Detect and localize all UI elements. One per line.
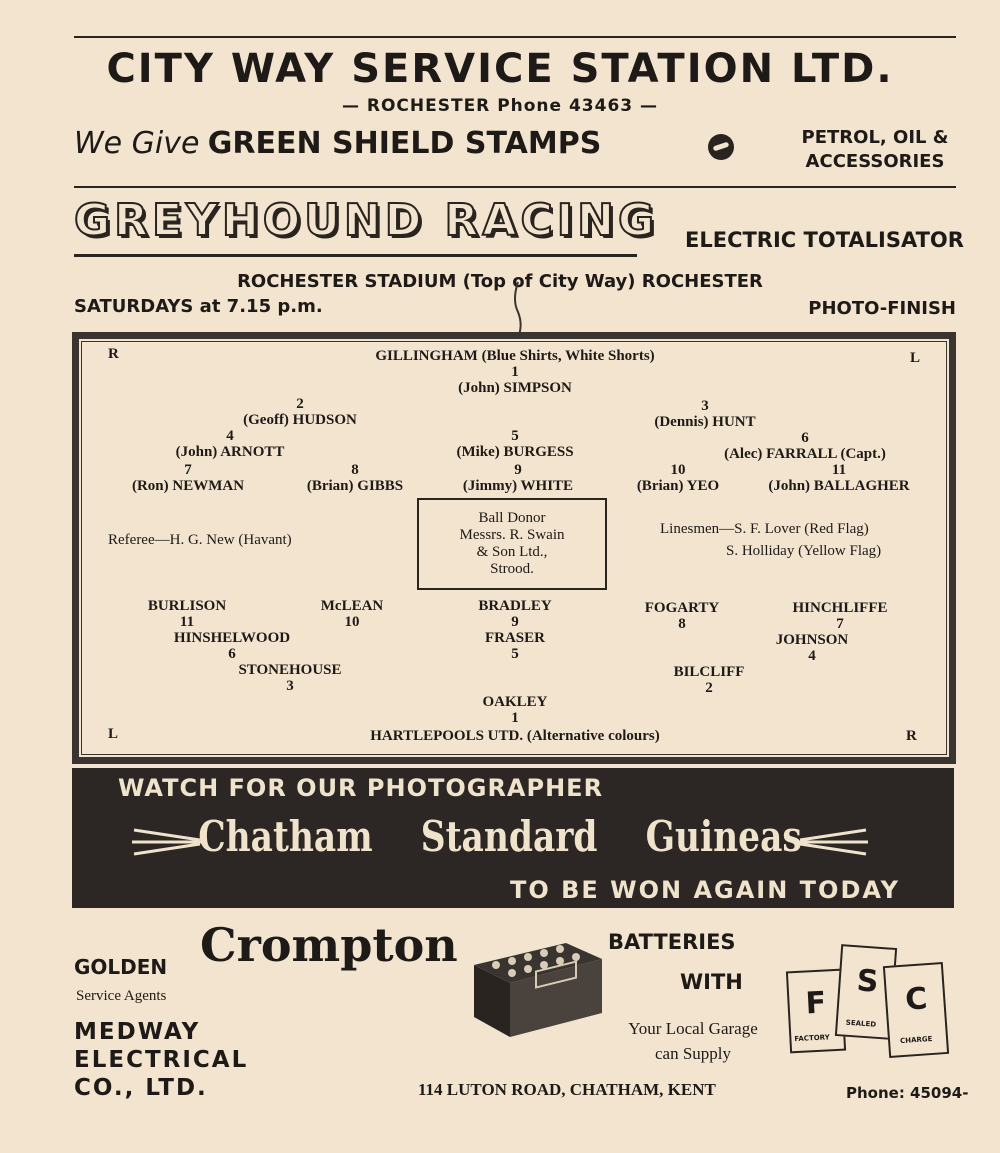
hart-player-7: HINCHLIFFE 7 xyxy=(792,600,888,632)
hart-player-2: BILCLIFF 2 xyxy=(673,664,745,696)
gillingham-header: GILLINGHAM (Blue Shirts, White Shorts) xyxy=(375,348,655,364)
golden-text: GOLDEN xyxy=(74,955,168,979)
fsc-f: F xyxy=(804,985,828,1022)
crompton-logo: Crompton xyxy=(200,918,458,972)
gill-player-6: 6 (Alec) FARRALL (Capt.) xyxy=(724,430,886,462)
corner-br: R xyxy=(906,728,917,744)
fsc-logo xyxy=(786,944,948,1062)
gill-player-4: 4 (John) ARNOTT xyxy=(175,428,285,460)
word-guineas: Guineas xyxy=(645,812,802,861)
staple-mark xyxy=(508,280,528,340)
word-standard: Standard xyxy=(420,812,598,861)
corner-tr: L xyxy=(910,350,921,366)
medway-line2: ELECTRICAL xyxy=(74,1047,249,1073)
fsc-c: C xyxy=(904,981,929,1018)
we-give-text: We Give xyxy=(74,126,200,161)
title-underline xyxy=(74,254,637,257)
stamps-text: GREEN SHIELD STAMPS xyxy=(207,126,602,161)
word-chatham: Chatham xyxy=(198,812,373,861)
corner-bl: L xyxy=(108,726,119,742)
batteries-text: BATTERIES xyxy=(608,930,736,954)
stadium-text: ROCHESTER STADIUM (Top of City Way) ROCHESTER xyxy=(237,271,763,292)
ball-donor-line2: Messrs. R. Swain xyxy=(459,527,565,543)
ball-donor-text xyxy=(417,510,607,578)
local-line2: can Supply xyxy=(654,1044,732,1063)
gill-player-11: 11 (John) BALLAGHER xyxy=(768,462,910,494)
ball-donor-line3: & Son Ltd., xyxy=(476,544,548,560)
hart-player-9: BRADLEY 9 xyxy=(478,598,552,630)
watch-text: WATCH FOR OUR PHOTOGRAPHER xyxy=(118,774,604,802)
totalisator-text: ELECTRIC TOTALISATOR xyxy=(685,228,964,252)
hart-player-5: FRASER 5 xyxy=(484,630,545,662)
fsc-sealed: SEALED xyxy=(845,1018,877,1029)
medway-line1: MEDWAY xyxy=(74,1019,201,1045)
gill-player-8: 8 (Brian) GIBBS xyxy=(306,462,404,494)
fsc-s: S xyxy=(855,963,880,1000)
green-shield-icon xyxy=(708,134,734,160)
green-shield-line xyxy=(74,126,601,161)
referee-text: Referee—H. G. New (Havant) xyxy=(108,532,292,548)
medway-electrical xyxy=(74,1018,248,1102)
medway-line3: CO., LTD. xyxy=(74,1075,208,1101)
footer-phone: Phone: 45094- xyxy=(846,1084,969,1102)
ball-donor-line4: Strood. xyxy=(490,561,534,577)
photo-finish: PHOTO-FINISH xyxy=(808,298,956,319)
gill-player-10: 10 (Brian) YEO xyxy=(636,462,720,494)
hart-player-3: STONEHOUSE 3 xyxy=(238,662,342,694)
top-rule xyxy=(74,36,956,38)
gill-player-5: 5 (Mike) BURGESS xyxy=(456,428,574,460)
chatham-standard-guineas xyxy=(90,812,910,861)
battery-icon xyxy=(466,925,606,1040)
gill-player-7: 7 (Ron) NEWMAN xyxy=(131,462,245,494)
gill-player-2: 2 (Geoff) HUDSON xyxy=(243,396,357,428)
hart-player-4: JOHNSON 4 xyxy=(775,632,849,664)
hart-player-1: OAKLEY 1 xyxy=(482,694,548,726)
hartlepools-header: HARTLEPOOLS UTD. (Alternative colours) xyxy=(370,728,660,744)
linesman-2: S. Holliday (Yellow Flag) xyxy=(726,543,882,559)
hart-player-8: FOGARTY 8 xyxy=(644,600,720,632)
hart-player-11: BURLISON 11 xyxy=(147,598,227,630)
gill-player-9: 9 (Jimmy) WHITE xyxy=(462,462,574,494)
company-name: CITY WAY SERVICE STATION LTD. xyxy=(106,46,894,92)
greyhound-racing-title: GREYHOUND RACING xyxy=(74,195,659,246)
fsc-charge: CHARGE xyxy=(899,1034,933,1046)
petrol-line2: ACCESSORIES xyxy=(805,151,945,172)
corner-tl: R xyxy=(108,346,119,362)
service-agents: Service Agents xyxy=(76,988,167,1004)
won-again-text: TO BE WON AGAIN TODAY xyxy=(509,876,901,904)
header-rule xyxy=(74,186,956,188)
with-text: WITH xyxy=(680,970,743,994)
local-line1: Your Local Garage xyxy=(628,1019,758,1038)
petrol-line1: PETROL, OIL & xyxy=(801,127,949,148)
fsc-factory: FACTORY xyxy=(794,1033,830,1044)
local-garage-text xyxy=(608,1016,778,1066)
hart-player-10: McLEAN 10 xyxy=(320,598,384,630)
race-times: SATURDAYS at 7.15 p.m. xyxy=(74,296,323,317)
address-text: 114 LUTON ROAD, CHATHAM, KENT xyxy=(418,1080,716,1099)
gill-player-1: 1 (John) SIMPSON xyxy=(458,364,572,396)
ball-donor-line1: Ball Donor xyxy=(478,510,546,526)
location-phone: — ROCHESTER Phone 43463 — xyxy=(341,96,659,116)
fsc-card-c xyxy=(883,962,949,1058)
linesman-1: Linesmen—S. F. Lover (Red Flag) xyxy=(660,521,869,537)
gill-player-3: 3 (Dennis) HUNT xyxy=(654,398,756,430)
hart-player-6: HINSHELWOOD 6 xyxy=(173,630,291,662)
petrol-text xyxy=(780,126,970,174)
